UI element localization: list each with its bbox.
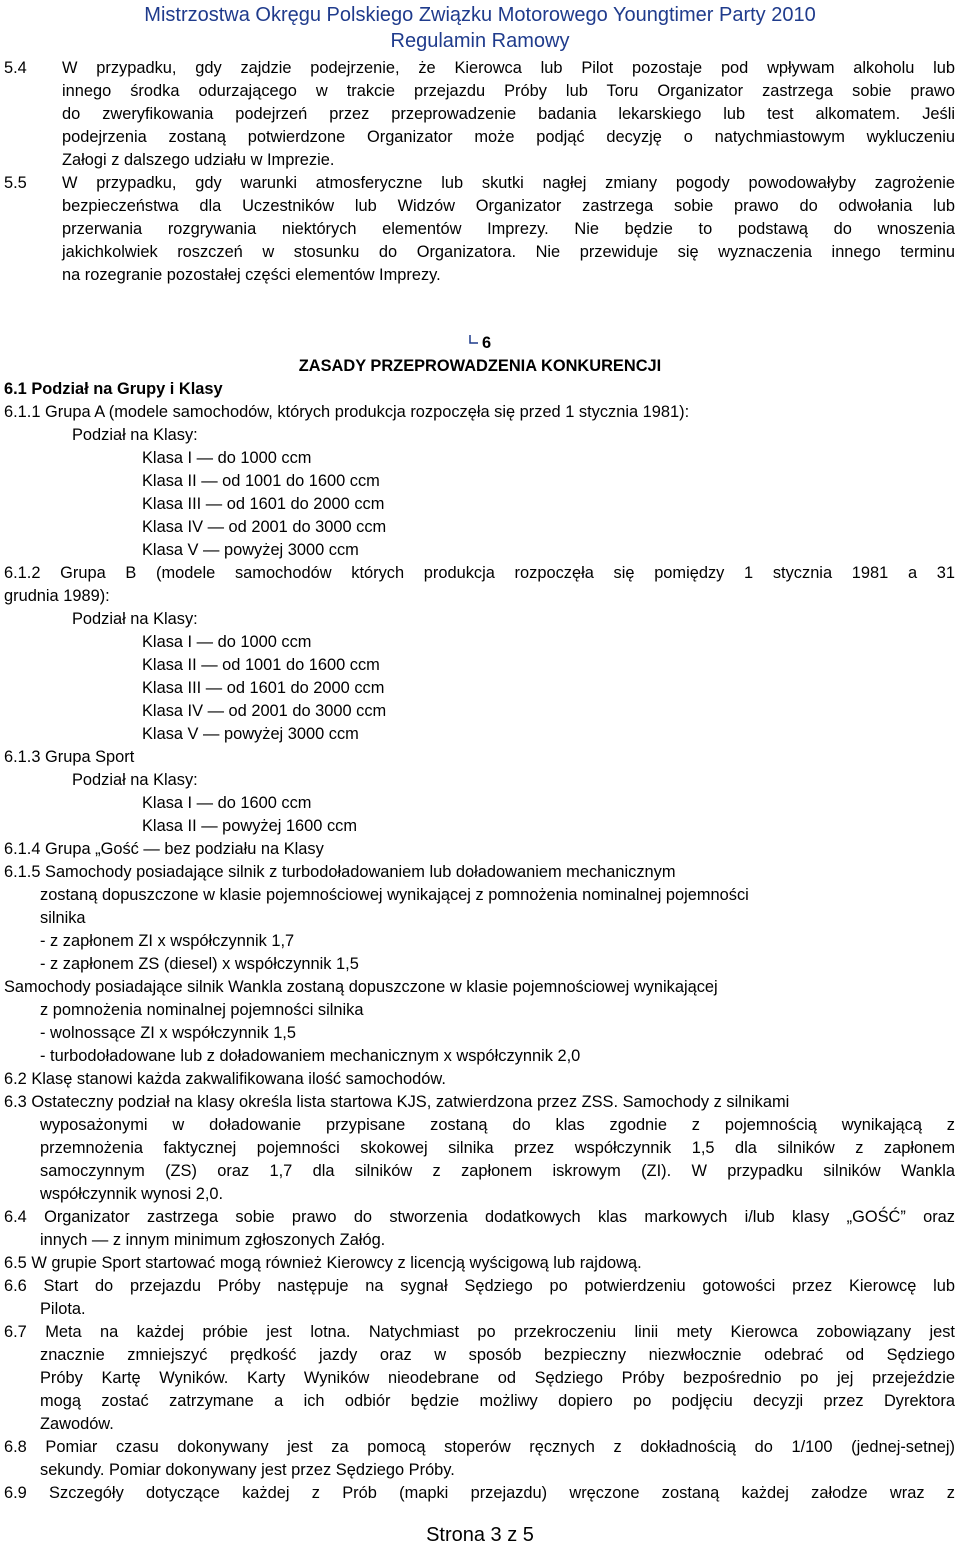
paragraph-5-5-line: przerwania rozgrywania niektórych elementów Imprezy. Nie będzie to podstawą do wnoszenia bbox=[62, 220, 955, 238]
paragraph-6-4-line: 6.4 Organizator zastrzega sobie prawo do stworzenia dodatkowych klas markowych i/lub klasy „GOŚĆ” oraz bbox=[4, 1208, 955, 1226]
wankel-factor-item: - turbodoładowane lub z doładowaniem mechanicznym x współczynnik 2,0 bbox=[40, 1047, 581, 1065]
paragraph-5-4-line: podejrzenia zostaną potwierdzone Organizator może podjąć decyzję o natychmiastowym wykluczeniu bbox=[62, 128, 955, 146]
class-item: Klasa II — od 1001 do 1600 ccm bbox=[142, 656, 380, 674]
wankel-rule-line: Samochody posiadające silnik Wankla zostaną dopuszczone w klasie pojemnościowej wynikającej bbox=[4, 978, 718, 996]
wankel-rule-line: z pomnożenia nominalnej pojemności silnika bbox=[40, 1001, 364, 1019]
group-a-title: 6.1.1 Grupa A (modele samochodów, których produkcja rozpoczęła się przed 1 stycznia 1981): bbox=[4, 403, 690, 421]
paragraph-5-5-line: jakichkolwiek roszczeń w stosunku do Organizatora. Nie przewiduje się wyznaczenia innego terminu bbox=[62, 243, 955, 261]
group-b-title-cont: grudnia 1989): bbox=[4, 587, 110, 605]
paragraph-6-3-line: przemnożenia faktycznej pojemności skokowej silnika przez współczynnik 1,5 dla silników z zapłonem bbox=[40, 1139, 955, 1157]
turbo-factor-item: - z zapłonem ZS (diesel) x współczynnik 1,5 bbox=[40, 955, 359, 973]
paragraph-6-2: 6.2 Klasę stanowi każda zakwalifikowana ilość samochodów. bbox=[4, 1070, 446, 1088]
heading-6-1: 6.1 Podział na Grupy i Klasy bbox=[4, 380, 223, 398]
page-number: Strona 3 z 5 bbox=[426, 1524, 534, 1546]
class-item: Klasa V — powyżej 3000 ccm bbox=[142, 541, 359, 559]
paragraph-6-3-line: samoczynnym (ZS) oraz 1,7 dla silników z zapłonem iskrowym (ZI). W przypadku silników Wankla bbox=[40, 1162, 955, 1180]
paragraph-5-4-line: W przypadku, gdy zajdzie podejrzenie, że Kierowca lub Pilot pozostaje pod wpływam alkoholu lub bbox=[62, 59, 955, 77]
class-item: Klasa I — do 1600 ccm bbox=[142, 794, 312, 812]
paragraph-6-7-line: znacznie zmniejszyć prędkość jazdy oraz w sposób bezpieczny niezwłocznie odebrać od Sędziego bbox=[40, 1346, 955, 1364]
chapter-number-text: 6 bbox=[481, 334, 492, 352]
paragraph-6-7-line: mogą zostać zatrzymane a ich odbiór będzie możliwy dopiero po podjęciu decyzji przez Dyrektora bbox=[40, 1392, 955, 1410]
class-item: Klasa V — powyżej 3000 ccm bbox=[142, 725, 359, 743]
chapter-number bbox=[0, 332, 960, 355]
paragraph-6-4-line: innych — z innym minimum zgłoszonych Załóg. bbox=[40, 1231, 386, 1249]
group-guest-title: 6.1.4 Grupa „Gość — bez podziału na Klasy bbox=[4, 840, 324, 858]
turbo-rule-line: 6.1.5 Samochody posiadające silnik z turbodoładowaniem lub doładowaniem mechanicznym bbox=[4, 863, 676, 881]
group-b-class-header: Podział na Klasy: bbox=[72, 610, 198, 628]
paragraph-6-9-line: 6.9 Szczegóły dotyczące każdej z Prób (mapki przejazdu) wręczone zostaną każdej załodze wraz z bbox=[4, 1484, 955, 1502]
class-item: Klasa IV — od 2001 do 3000 ccm bbox=[142, 518, 387, 536]
turbo-rule-line: zostaną dopuszczone w klasie pojemnościowej wynikającej z pomnożenia nominalnej pojemności bbox=[40, 886, 749, 904]
paragraph-6-3-line: współczynnik wynosi 2,0. bbox=[40, 1185, 224, 1203]
section-number-5-5: 5.5 bbox=[4, 174, 27, 192]
paragraph-6-8-line: sekundy. Pomiar dokonywany jest przez Sędziego Próby. bbox=[40, 1461, 455, 1479]
class-item: Klasa I — do 1000 ccm bbox=[142, 449, 312, 467]
section-number-5-4: 5.4 bbox=[4, 59, 27, 77]
group-b-title: 6.1.2 Grupa B (modele samochodów których produkcja rozpoczęła się pomiędzy 1 stycznia 1981 a 31 bbox=[4, 564, 955, 582]
class-item: Klasa III — od 1601 do 2000 ccm bbox=[142, 495, 385, 513]
paragraph-6-6-line: Pilota. bbox=[40, 1300, 86, 1318]
paragraph-5-4-line: Załogi z dalszego udziału w Imprezie. bbox=[62, 151, 335, 169]
class-item: Klasa II — powyżej 1600 ccm bbox=[142, 817, 357, 835]
paragraph-5-4-line: do zweryfikowania podejrzeń przez przeprowadzenie badania lekarskiego lub test alkomatem. Jeśli bbox=[62, 105, 955, 123]
turbo-rule-line: silnika bbox=[40, 909, 86, 927]
group-sport-title: 6.1.3 Grupa Sport bbox=[4, 748, 135, 766]
class-item: Klasa III — od 1601 do 2000 ccm bbox=[142, 679, 385, 697]
paragraph-5-5-line: W przypadku, gdy warunki atmosferyczne lub skutki nagłej zmiany pogody powodowałyby zagrożenie bbox=[62, 174, 955, 192]
wankel-factor-item: - wolnossące ZI x współczynnik 1,5 bbox=[40, 1024, 296, 1042]
paragraph-6-8-line: 6.8 Pomiar czasu dokonywany jest za pomocą stoperów ręcznych z dokładnością do 1/100 (jednej-setnej) bbox=[4, 1438, 955, 1456]
paragraph-5-4-line: innego środka odurzającego w trakcie przejazdu Próby lub Toru Organizator zastrzega sobie prawo bbox=[62, 82, 955, 100]
class-item: Klasa I — do 1000 ccm bbox=[142, 633, 312, 651]
chapter-title: ZASADY PRZEPROWADZENIA KONKURENCJI bbox=[298, 357, 662, 375]
document-header-title: Mistrzostwa Okręgu Polskiego Związku Motorowego Youngtimer Party 2010 bbox=[144, 4, 816, 26]
paragraph-6-6-line: 6.6 Start do przejazdu Próby następuje na sygnał Sędziego po potwierdzeniu gotowości przez Kierowcę lub bbox=[4, 1277, 955, 1295]
paragraph-6-7-line: Zawodów. bbox=[40, 1415, 114, 1433]
class-item: Klasa II — od 1001 do 1600 ccm bbox=[142, 472, 380, 490]
turbo-factor-item: - z zapłonem ZI x współczynnik 1,7 bbox=[40, 932, 295, 950]
group-a-class-header: Podział na Klasy: bbox=[72, 426, 198, 444]
paragraph-6-7-line: 6.7 Meta na każdej próbie jest lotna. Natychmiast po przekroczeniu linii mety Kierowca zobowiązany jest bbox=[4, 1323, 955, 1341]
paragraph-6-7-line: Próby Kartę Wyników. Karty Wyników nieodebrane od Sędziego Próby bezpośrednio po jej przejeździe bbox=[40, 1369, 955, 1387]
class-item: Klasa IV — od 2001 do 3000 ccm bbox=[142, 702, 387, 720]
paragraph-6-3-line: 6.3 Ostateczny podział na klasy określa lista startowa KJS, zatwierdzona przez ZSS. Samochody z silnikami bbox=[4, 1093, 790, 1111]
document-header-subtitle: Regulamin Ramowy bbox=[390, 30, 570, 52]
paragraph-6-5: 6.5 W grupie Sport startować mogą również Kierowcy z licencją wyścigową lub rajdową. bbox=[4, 1254, 642, 1272]
anchor-icon bbox=[469, 334, 479, 344]
paragraph-5-5-line: bezpieczeństwa dla Uczestników lub Widzów Organizator zastrzega sobie prawo do odwołania lub bbox=[62, 197, 955, 215]
paragraph-5-5-line: na rozegranie pozostałej części elementów Imprezy. bbox=[62, 266, 441, 284]
paragraph-6-3-line: wyposażonymi w doładowanie przypisane zostaną do klas zgodnie z pojemnością wynikającą z bbox=[40, 1116, 955, 1134]
group-sport-class-header: Podział na Klasy: bbox=[72, 771, 198, 789]
